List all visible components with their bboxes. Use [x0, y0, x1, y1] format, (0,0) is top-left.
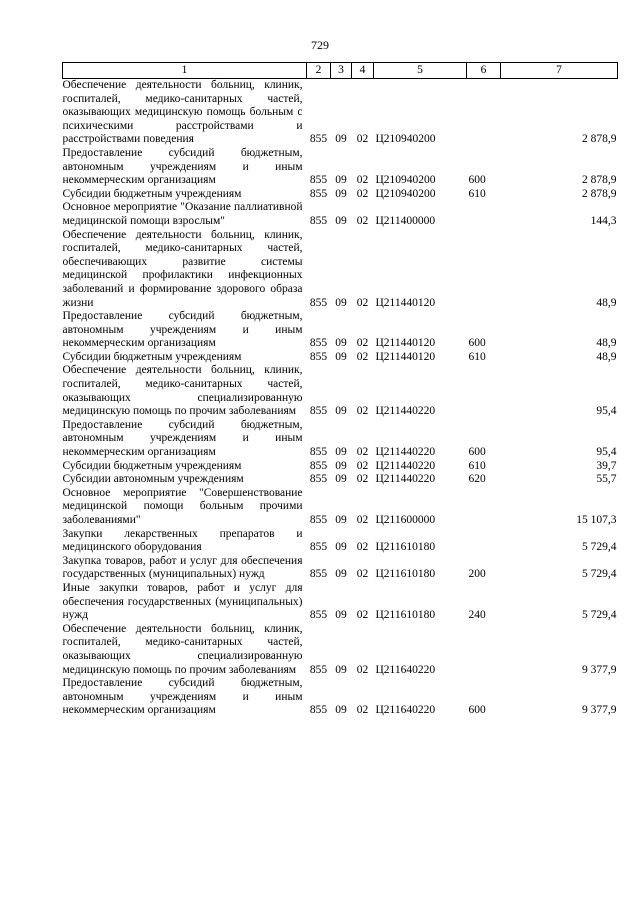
row-section-code: 09	[335, 473, 347, 486]
row-section-code: 09	[335, 174, 347, 187]
row-ministry-code: 855	[309, 541, 328, 554]
row-name: Обеспечение деятельности больниц, клиник, госпиталей, медико-санитарных частей, оказывающих медицинскую помощь больным с психическими расстройствами и расстройствами поведения	[62, 79, 303, 146]
row-amount: 55,7	[596, 473, 617, 486]
row-amount: 9 377,9	[582, 663, 617, 676]
table-body	[63, 79, 618, 718]
row-target-code: Ц211440220	[375, 446, 436, 459]
row-ministry-code: 855	[309, 609, 328, 622]
row-section-code: 09	[335, 187, 347, 200]
row-ministry-code: 855	[309, 187, 328, 200]
row-expense-code	[467, 487, 501, 528]
row-section-code: 09	[335, 133, 347, 146]
row-expense-code: 240	[468, 609, 486, 622]
row-section-code: 09	[335, 337, 347, 350]
row-target-code: Ц211440220	[375, 459, 436, 472]
table-row	[63, 229, 618, 311]
row-name: Основное мероприятие "Оказание паллиативной медицинской помощи взрослым"	[62, 201, 303, 227]
row-amount: 48,9	[596, 350, 617, 363]
row-section-code: 09	[335, 663, 347, 676]
row-expense-code	[467, 201, 501, 228]
budget-table	[62, 62, 618, 718]
row-subsection-code: 02	[356, 514, 369, 526]
row-subsection-code: 02	[356, 663, 369, 676]
row-target-code: Ц211610180	[375, 609, 436, 622]
row-target-code: Ц211640220	[375, 663, 436, 676]
row-subsection-code: 02	[356, 187, 369, 200]
row-target-code: Ц211610180	[375, 541, 436, 554]
row-subsection-code: 02	[356, 337, 369, 350]
table-row	[63, 79, 618, 147]
row-target-code: Ц211440220	[375, 473, 436, 486]
row-ministry-code: 855	[309, 459, 328, 472]
row-subsection-code: 02	[356, 214, 369, 227]
row-expense-code: 600	[468, 704, 486, 717]
row-expense-code	[467, 79, 501, 147]
row-ministry-code: 855	[309, 473, 328, 486]
row-target-code: Ц211440120	[375, 337, 436, 350]
row-name: Обеспечение деятельности больниц, клиник, госпиталей, медико-санитарных частей, оказывающих специализированную медицинскую помощь по прочим заболеваниям	[62, 364, 303, 418]
row-name: Субсидии бюджетным учреждениям	[62, 187, 242, 200]
row-target-code: Ц211600000	[375, 514, 436, 526]
row-section-code: 09	[335, 350, 347, 363]
header-col-7: 7	[501, 63, 618, 79]
row-subsection-code: 02	[356, 541, 369, 554]
row-section-code: 09	[335, 405, 347, 418]
row-target-code: Ц211440120	[375, 350, 436, 363]
header-col-3: 3	[331, 63, 352, 79]
row-section-code: 09	[335, 514, 347, 526]
table-row	[63, 460, 618, 474]
row-target-code: Ц210940200	[375, 174, 436, 187]
row-expense-code	[467, 528, 501, 555]
table-header	[63, 63, 618, 79]
row-target-code: Ц211440120	[375, 296, 436, 309]
row-target-code: Ц210940200	[375, 187, 436, 200]
header-col-1: 1	[63, 63, 307, 79]
row-target-code: Ц211610180	[375, 568, 436, 581]
row-expense-code	[467, 229, 501, 311]
row-expense-code: 200	[468, 568, 486, 581]
row-name: Субсидии бюджетным учреждениям	[62, 459, 242, 472]
table-row	[63, 528, 618, 555]
row-subsection-code: 02	[356, 296, 369, 309]
page-number: 729	[311, 38, 329, 52]
row-subsection-code: 02	[356, 446, 369, 459]
row-expense-code: 600	[468, 174, 486, 187]
row-amount: 5 729,4	[582, 541, 617, 554]
row-ministry-code: 855	[309, 663, 328, 676]
row-target-code: Ц211440220	[375, 405, 436, 418]
row-ministry-code: 855	[309, 296, 328, 309]
table-row	[63, 487, 618, 528]
header-col-2: 2	[307, 63, 331, 79]
row-section-code: 09	[335, 459, 347, 472]
row-target-code: Ц211640220	[375, 704, 436, 717]
row-name: Предоставление субсидий бюджетным, автономным учреждениям и иным некоммерческим организациям	[62, 310, 303, 350]
header-col-4: 4	[352, 63, 374, 79]
table-row	[63, 351, 618, 365]
row-subsection-code: 02	[356, 405, 369, 418]
row-ministry-code: 855	[309, 405, 328, 418]
row-name: Закупка товаров, работ и услуг для обеспечения государственных (муниципальных) нужд	[62, 554, 303, 581]
row-name: Основное мероприятие "Совершенствование медицинской помощи больным прочими заболеваниями"	[62, 486, 303, 526]
row-section-code: 09	[335, 609, 347, 622]
table-row	[63, 201, 618, 228]
row-amount: 5 729,4	[582, 568, 617, 581]
row-amount: 15 107,3	[576, 514, 617, 526]
row-section-code: 09	[335, 704, 347, 717]
row-amount: 2 878,9	[582, 174, 617, 187]
header-col-6: 6	[467, 63, 501, 79]
row-name: Обеспечение деятельности больниц, клиник, госпиталей, медико-санитарных частей, обеспечивающих развитие системы медицинской профилактики инфекционных заболеваний и формирование здорового образа жизни	[62, 228, 303, 309]
row-expense-code	[467, 623, 501, 677]
row-section-code: 09	[335, 568, 347, 581]
table-row	[63, 623, 618, 677]
row-ministry-code: 855	[309, 133, 328, 146]
row-expense-code: 620	[468, 473, 486, 486]
header-row	[63, 63, 618, 79]
table-row	[63, 677, 618, 718]
row-name: Предоставление субсидий бюджетным, автономным учреждениям и иным некоммерческим организациям	[62, 146, 303, 187]
table-row	[63, 419, 618, 460]
row-name: Субсидии автономным учреждениям	[62, 473, 244, 486]
row-name: Иные закупки товаров, работ и услуг для обеспечения государственных (муниципальных) нужд	[62, 581, 303, 622]
row-section-code: 09	[335, 541, 347, 554]
row-name: Предоставление субсидий бюджетным, автономным учреждениям и иным некоммерческим организациям	[62, 418, 303, 459]
row-subsection-code: 02	[356, 459, 369, 472]
row-ministry-code: 855	[309, 446, 328, 459]
row-expense-code: 600	[468, 337, 486, 350]
table-row	[63, 473, 618, 487]
row-expense-code: 600	[468, 446, 486, 459]
row-name: Предоставление субсидий бюджетным, автономным учреждениям и иным некоммерческим организациям	[62, 677, 303, 717]
row-subsection-code: 02	[356, 350, 369, 363]
row-section-code: 09	[335, 214, 347, 227]
row-subsection-code: 02	[356, 133, 369, 146]
row-subsection-code: 02	[356, 174, 369, 187]
row-ministry-code: 855	[309, 350, 328, 363]
row-subsection-code: 02	[356, 609, 369, 622]
row-ministry-code: 855	[309, 568, 328, 581]
row-ministry-code: 855	[309, 174, 328, 187]
row-amount: 2 878,9	[582, 187, 617, 200]
header-col-5: 5	[374, 63, 467, 79]
row-amount: 39,7	[596, 459, 617, 472]
row-ministry-code: 855	[309, 214, 328, 227]
row-expense-code: 610	[468, 350, 486, 363]
row-amount: 48,9	[596, 337, 617, 350]
table-row	[63, 188, 618, 202]
row-section-code: 09	[335, 296, 347, 309]
row-subsection-code: 02	[356, 568, 369, 581]
row-subsection-code: 02	[356, 704, 369, 717]
row-name: Обеспечение деятельности больниц, клиник, госпиталей, медико-санитарных частей, оказывающих специализированную медицинскую помощь по прочим заболеваниям	[62, 622, 303, 676]
row-ministry-code: 855	[309, 337, 328, 350]
row-ministry-code: 855	[309, 514, 328, 526]
table-row	[63, 310, 618, 351]
row-expense-code: 610	[468, 459, 486, 472]
row-name: Закупки лекарственных препаратов и медицинского оборудования	[62, 527, 303, 554]
row-amount: 48,9	[596, 296, 617, 309]
row-target-code: Ц211400000	[375, 214, 436, 227]
row-target-code: Ц210940200	[375, 133, 436, 146]
row-section-code: 09	[335, 446, 347, 459]
row-amount: 2 878,9	[582, 133, 617, 146]
row-amount: 5 729,4	[582, 609, 617, 622]
row-subsection-code: 02	[356, 473, 369, 486]
table-row	[63, 582, 618, 623]
table-row	[63, 147, 618, 188]
table-row	[63, 364, 618, 418]
row-name: Субсидии бюджетным учреждениям	[62, 350, 242, 363]
row-amount: 9 377,9	[582, 704, 617, 717]
row-ministry-code: 855	[309, 704, 328, 717]
table-row	[63, 555, 618, 582]
row-expense-code	[467, 364, 501, 418]
row-amount: 144,3	[590, 214, 617, 227]
row-expense-code: 610	[468, 187, 486, 200]
row-amount: 95,4	[596, 446, 617, 459]
row-amount: 95,4	[596, 405, 617, 418]
